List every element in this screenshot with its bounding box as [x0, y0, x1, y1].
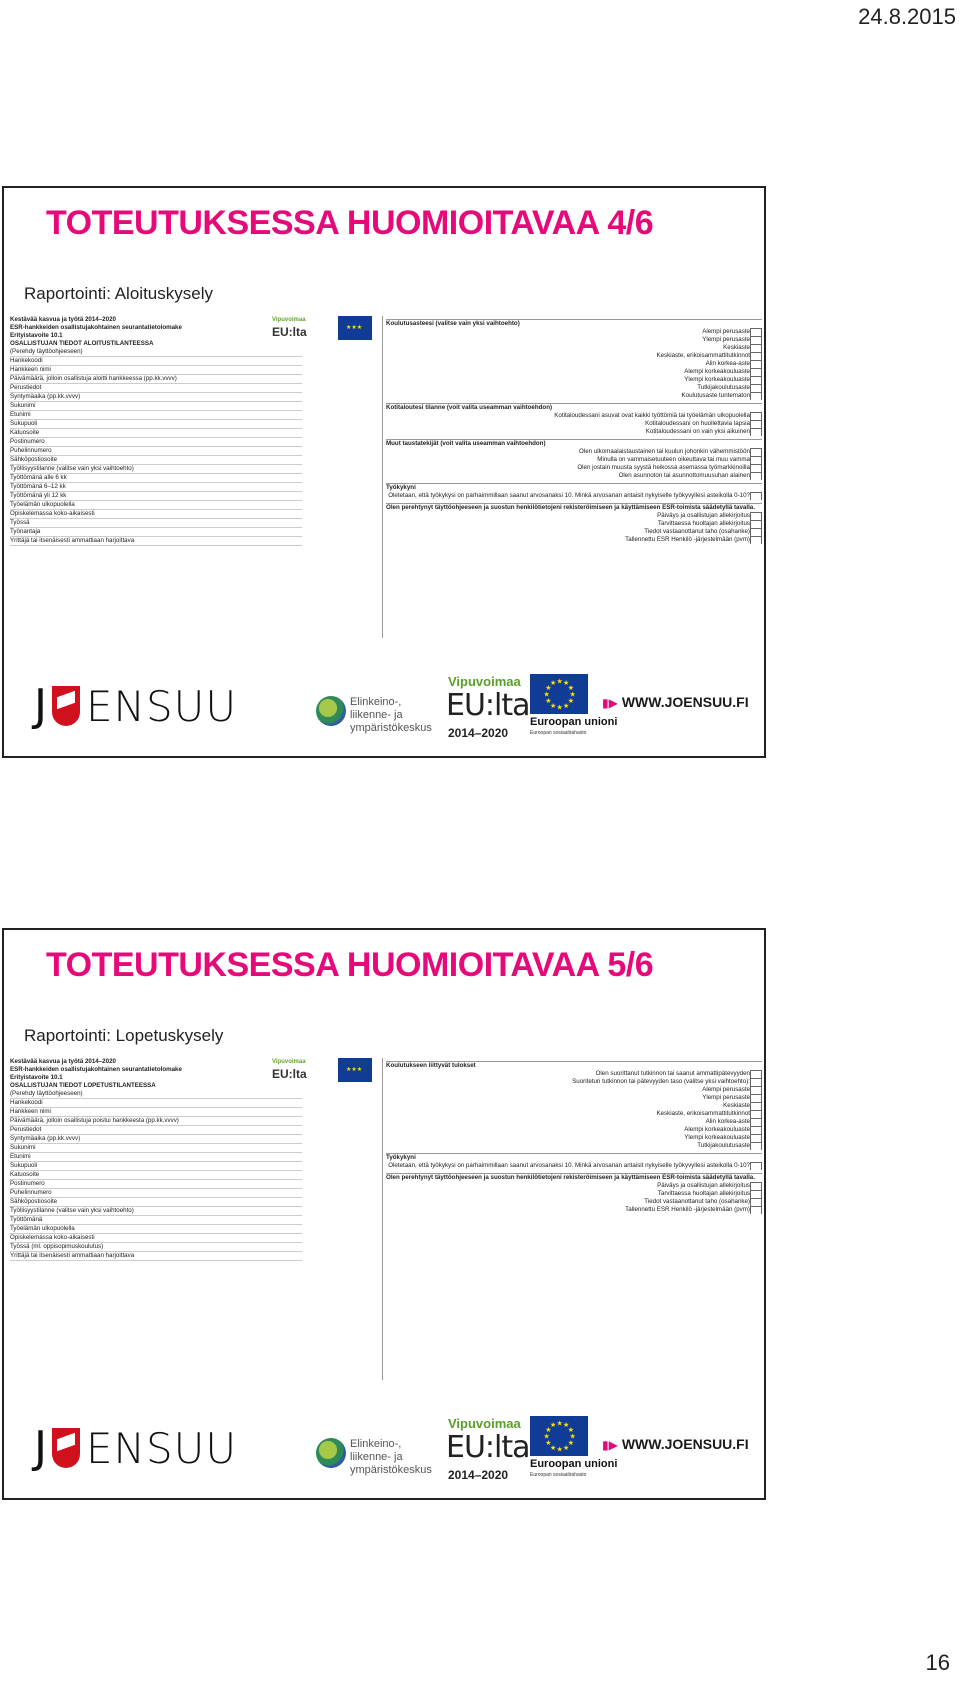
- eu-star-icon: ★: [563, 702, 570, 710]
- eu-flag-icon: [530, 1416, 588, 1456]
- form-left-line: Sukupuoli: [10, 1162, 302, 1171]
- eu-star-icon: ★: [556, 704, 563, 712]
- form-left-line: Etunimi: [10, 411, 302, 420]
- form-logos: [272, 316, 372, 356]
- form-left-line: Syntymäaika (pp.kk.vvvv): [10, 1135, 302, 1144]
- form-checkbox-row: Olen asunnoton tai asunnottomuusuhan alainen: [386, 472, 762, 480]
- form-left-line: Erityistavoite 10.1: [10, 1074, 63, 1081]
- eu-star-icon: ★: [556, 1420, 563, 1428]
- form-section-heading: Olen perehtynyt täyttöohjeeseen ja suostun henkilötietojeni rekisteröimiseen ja käyttämiseen ESR-toimista säädetyllä tavalla.: [386, 1173, 762, 1182]
- form-checkbox-row: Keskiaste: [386, 1102, 762, 1110]
- form-checkbox-row: Tallennettu ESR Henkilö -järjestelmään (pvm): [386, 1206, 762, 1214]
- form-checkbox-row: Suoritetun tutkinnon tai pätevyyden taso (valitse yksi vaihtoehto):: [386, 1078, 762, 1086]
- web-link[interactable]: [602, 694, 749, 710]
- eu-star-icon: ★: [545, 1440, 552, 1447]
- form-section-rows: [386, 412, 762, 436]
- form-left-line: Katuosoite: [10, 1171, 302, 1180]
- slide-title: TOTEUTUKSESSA HUOMIOITAVAA 4/6: [46, 204, 654, 242]
- form-checkbox-row: Tallennettu ESR Henkilö -järjestelmään (pvm): [386, 536, 762, 544]
- form-left-line: Postinumero: [10, 438, 302, 447]
- form-checkbox-row: Keskiaste: [386, 344, 762, 352]
- joensuu-logo: [34, 1422, 238, 1474]
- form-checkbox-row: Alempi perusaste: [386, 328, 762, 336]
- joensuu-j: J: [34, 1422, 47, 1473]
- form-left-line: Puhelinnumero: [10, 447, 302, 456]
- form-section-rows: [386, 1162, 762, 1170]
- form-section-rows: [386, 492, 762, 500]
- form-left-line: Perustiedot: [10, 1126, 302, 1135]
- page-date: 24.8.2015: [858, 4, 956, 29]
- web-link-text: WWW.JOENSUU.FI: [621, 1436, 749, 1452]
- vipuvoimaa-logo: [444, 1416, 530, 1486]
- ely-text: Elinkeino-, liikenne- ja ympäristökeskus: [350, 1438, 432, 1477]
- eu-name: Euroopan unioni: [530, 1458, 618, 1470]
- eulta-label: EU:lta: [446, 1430, 530, 1465]
- form-left-line: Puhelinnumero: [10, 1189, 302, 1198]
- form-left-line: Opiskelemassa koko-aikaisesti: [10, 1234, 302, 1243]
- page-number: 16: [925, 1650, 950, 1675]
- eu-star-icon: ★: [550, 1422, 557, 1430]
- ely-logo: [316, 1436, 432, 1476]
- eu-star-icon: ★: [567, 1440, 575, 1447]
- form-checkbox-row: Ylempi perusaste: [386, 1094, 762, 1102]
- form-checkbox-row: Tiedot vastaanottanut taho (osahanke): [386, 528, 762, 536]
- form-scan: [10, 316, 758, 646]
- form-vip-label: Vipuvoimaa: [272, 317, 306, 323]
- vipuvoimaa-logo: [444, 674, 530, 744]
- form-left-line: Perustiedot: [10, 384, 302, 393]
- form-checkbox-row: Ylempi korkeakouluaste: [386, 376, 762, 384]
- form-section-heading: Työkykyni: [386, 483, 762, 492]
- form-left-line: Työllisyystilanne (valitse vain yksi vaihtoehto): [10, 1207, 302, 1216]
- slide-footer: [4, 666, 764, 750]
- form-checkbox-row: Minulla on vammaisetuuteen oikeuttava tai muu vamma: [386, 456, 762, 464]
- form-checkbox-row: Tutkijakoulutusaste: [386, 384, 762, 392]
- form-left-line: (Perehdy täyttöohjeeseen): [10, 348, 302, 357]
- form-left-line: Hankekoodi: [10, 1099, 302, 1108]
- ely-swirl-icon: [316, 1438, 346, 1468]
- form-left-line: Sukunimi: [10, 1144, 302, 1153]
- eu-star-icon: ★: [550, 1444, 557, 1452]
- form-checkbox-row: Keskiaste, erikoisammattitutkinnot: [386, 352, 762, 360]
- web-link[interactable]: [602, 1436, 749, 1452]
- form-left-line: Päivämäärä, jolloin osallistuja aloitti hankkeessa (pp.kk.vvvv): [10, 375, 302, 384]
- form-section-heading: Olen perehtynyt täyttöohjeeseen ja suostun henkilötietojeni rekisteröimiseen ja käyttämiseen ESR-toimista säädetyllä tavalla.: [386, 503, 762, 512]
- form-checkbox-row: Koulutusaste tuntematon: [386, 392, 762, 400]
- form-section-rows: [386, 328, 762, 400]
- vipuvoimaa-label: Vipuvoimaa: [448, 1416, 521, 1431]
- eu-star-icon: ★: [550, 702, 557, 710]
- eu-sub: Euroopan sosiaalirahasto: [530, 1472, 587, 1478]
- form-left-line: Päivämäärä, jolloin osallistuja poistui hankkeesta (pp.kk.vvvv): [10, 1117, 302, 1126]
- form-left-line: ESR-hankkeiden osallistujakohtainen seurantatietolomake: [10, 324, 182, 331]
- years-label: 2014–2020: [448, 726, 509, 740]
- form-left-line: Katuosoite: [10, 429, 302, 438]
- form-left-column: [10, 316, 302, 546]
- form-section-heading: Työkykyni: [386, 1153, 762, 1162]
- crest-icon: [52, 1428, 80, 1468]
- eu-flag-icon: [530, 674, 588, 714]
- eulta-label: EU:lta: [446, 688, 530, 723]
- form-section-heading: Koulutukseen liittyvät tulokset: [386, 1061, 762, 1070]
- eu-star-icon: ★: [569, 691, 576, 699]
- form-left-line: Työelämän ulkopuolella: [10, 501, 302, 510]
- form-left-line: Hankekoodi: [10, 357, 302, 366]
- eu-star-icon: ★: [556, 1446, 563, 1454]
- eu-star-icon: ★: [563, 1422, 570, 1430]
- form-eulta-label: EU:lta: [272, 325, 307, 339]
- form-left-line: Työttömänä: [10, 1216, 302, 1225]
- eu-logo: [530, 674, 618, 744]
- form-checkbox-row: Tarvittaessa huoltajan allekirjoitus: [386, 1190, 762, 1198]
- ely-logo: [316, 694, 432, 734]
- form-checkbox-row: Tiedot vastaanottanut taho (osahanke): [386, 1198, 762, 1206]
- form-checkbox-row: Kotitaloudessani asuvat ovat kaikki työttömiä tai työelämän ulkopuolella: [386, 412, 762, 420]
- eu-flag-icon: [338, 1058, 372, 1082]
- eu-flag-icon: [338, 316, 372, 340]
- eu-star-icon: ★: [556, 678, 563, 686]
- joensuu-wordmark: ENSUU: [86, 1424, 238, 1473]
- eu-star-icon: ★: [545, 1427, 552, 1434]
- slide-footer: [4, 1408, 764, 1492]
- slide-title: TOTEUTUKSESSA HUOMIOITAVAA 5/6: [46, 946, 654, 984]
- slide-subtitle: Raportointi: Lopetuskysely: [24, 1026, 224, 1045]
- form-left-line: Työllisyystilanne (valitse vain yksi vaihtoehto): [10, 465, 302, 474]
- eu-star-icon: ★: [543, 1433, 550, 1441]
- form-checkbox-row: Olen suorittanut tutkinnon tai saanut ammattipätevyyden: [386, 1070, 762, 1078]
- form-left-line: OSALLISTUJAN TIEDOT ALOITUSTILANTEESSA: [10, 340, 154, 347]
- eu-sub: Euroopan sosiaalirahasto: [530, 730, 587, 736]
- eu-name: Euroopan unioni: [530, 716, 618, 728]
- form-section-heading: Muut taustatekijät (voit valita useamman vaihtoehdon): [386, 439, 762, 448]
- form-checkbox-row: Päiväys ja osallistujan allekirjoitus: [386, 1182, 762, 1190]
- form-left-line: ESR-hankkeiden osallistujakohtainen seurantatietolomake: [10, 1066, 182, 1073]
- form-left-line: Erityistavoite 10.1: [10, 332, 63, 339]
- eu-star-icon: ★: [567, 685, 575, 692]
- form-left-line: OSALLISTUJAN TIEDOT LOPETUSTILANTEESSA: [10, 1082, 156, 1089]
- form-left-line: Etunimi: [10, 1153, 302, 1162]
- form-left-line: Työnantaja: [10, 528, 302, 537]
- eu-star-icon: ★: [567, 698, 575, 705]
- form-left-line: Sukupuoli: [10, 420, 302, 429]
- form-left-line: Kestävää kasvua ja työtä 2014–2020: [10, 316, 116, 323]
- form-checkbox-row: Alin korkea-aste: [386, 360, 762, 368]
- form-left-line: Työssä: [10, 519, 302, 528]
- slide-aloituskysely: [2, 186, 766, 758]
- slide-lopetuskysely: [2, 928, 766, 1500]
- form-left-line: Opiskelemassa koko-aikaisesti: [10, 510, 302, 519]
- form-left-line: Työttömänä 6–12 kk: [10, 483, 302, 492]
- form-left-line: Postinumero: [10, 1180, 302, 1189]
- form-section-rows: [386, 1182, 762, 1214]
- eu-star-icon: ★: [550, 680, 557, 688]
- form-section-heading: Koulutusasteesi (valitse vain yksi vaihtoehto): [386, 319, 762, 328]
- form-section-rows: [386, 512, 762, 544]
- form-checkbox-row: Tarvittaessa huoltajan allekirjoitus: [386, 520, 762, 528]
- form-scan: [10, 1058, 758, 1388]
- form-left-line: Työssä (ml. oppisopimuskoulutus): [10, 1243, 302, 1252]
- form-left-line: Sähköpostiosoite: [10, 456, 302, 465]
- form-left-line: Yrittäjä tai itsenäisesti ammattiaan harjoittava: [10, 537, 302, 546]
- form-checkbox-row: Olen ulkomaalaistaustainen tai kuulun johonkin vähemmistöön: [386, 448, 762, 456]
- form-left-line: Sukunimi: [10, 402, 302, 411]
- form-checkbox-row: Ylempi perusaste: [386, 336, 762, 344]
- arrow-icon: ▮▶: [602, 696, 618, 710]
- form-section-heading: Kotitaloutesi tilanne (voit valita useamman vaihtoehdon): [386, 403, 762, 412]
- eu-star-icon: ★: [563, 1444, 570, 1452]
- joensuu-j: J: [34, 680, 47, 731]
- form-vip-label: Vipuvoimaa: [272, 1059, 306, 1065]
- crest-icon: [52, 686, 80, 726]
- form-right-column: [382, 1058, 762, 1380]
- form-left-line: Kestävää kasvua ja työtä 2014–2020: [10, 1058, 116, 1065]
- eu-star-icon: ★: [545, 685, 552, 692]
- form-checkbox-row: Kotitaloudessani on vain yksi aikuinen: [386, 428, 762, 436]
- form-left-line: Työttömänä yli 12 kk: [10, 492, 302, 501]
- eu-logo: [530, 1416, 618, 1486]
- form-left-line: Hankkeen nimi: [10, 1108, 302, 1117]
- form-checkbox-row: Alempi korkeakouluaste: [386, 1126, 762, 1134]
- form-checkbox-row: Oletetaan, että työkykysi on parhaimmillaan saanut arvosanaksi 10. Minkä arvosanan antaisit nykyiselle työkyvyllesi asteikolla 0-10?: [386, 492, 762, 500]
- eu-star-icon: ★: [569, 1433, 576, 1441]
- form-right-column: [382, 316, 762, 638]
- form-left-line: Työttömänä alle 6 kk: [10, 474, 302, 483]
- eu-star-icon: ★: [545, 698, 552, 705]
- eu-star-icon: ★: [543, 691, 550, 699]
- form-checkbox-row: Olen jostain muusta syystä heikossa asemassa työmarkkinoilla: [386, 464, 762, 472]
- form-left-line: Syntymäaika (pp.kk.vvvv): [10, 393, 302, 402]
- form-checkbox-row: Keskiaste, erikoisammattitutkinnot: [386, 1110, 762, 1118]
- form-checkbox-row: Ylempi korkeakouluaste: [386, 1134, 762, 1142]
- ely-text: Elinkeino-, liikenne- ja ympäristökeskus: [350, 696, 432, 735]
- years-label: 2014–2020: [448, 1468, 509, 1482]
- form-left-line: Työelämän ulkopuolella: [10, 1225, 302, 1234]
- eu-star-icon: ★: [563, 680, 570, 688]
- form-left-line: (Perehdy täyttöohjeeseen): [10, 1090, 302, 1099]
- form-checkbox-row: Alin korkea-aste: [386, 1118, 762, 1126]
- form-left-column: [10, 1058, 302, 1261]
- form-checkbox-row: Alempi perusaste: [386, 1086, 762, 1094]
- form-checkbox-row: Alempi korkeakouluaste: [386, 368, 762, 376]
- slide-subtitle: Raportointi: Aloituskysely: [24, 284, 213, 303]
- ely-swirl-icon: [316, 696, 346, 726]
- form-left-line: Sähköpostiosoite: [10, 1198, 302, 1207]
- form-logos: [272, 1058, 372, 1098]
- form-section-rows: [386, 1070, 762, 1150]
- eu-star-icon: ★: [567, 1427, 575, 1434]
- form-checkbox-row: Kotitaloudessani on huollettavia lapsia: [386, 420, 762, 428]
- joensuu-wordmark: ENSUU: [86, 682, 238, 731]
- arrow-icon: ▮▶: [602, 1438, 618, 1452]
- form-eulta-label: EU:lta: [272, 1067, 307, 1081]
- form-left-line: Hankkeen nimi: [10, 366, 302, 375]
- web-link-text: WWW.JOENSUU.FI: [621, 694, 749, 710]
- joensuu-logo: [34, 680, 238, 732]
- form-checkbox-row: Oletetaan, että työkykysi on parhaimmillaan saanut arvosanaksi 10. Minkä arvosanan antaisit nykyiselle työkyvyllesi asteikolla 0-10?: [386, 1162, 762, 1170]
- form-checkbox-row: Päiväys ja osallistujan allekirjoitus: [386, 512, 762, 520]
- form-checkbox-row: Tutkijakoulutusaste: [386, 1142, 762, 1150]
- vipuvoimaa-label: Vipuvoimaa: [448, 674, 521, 689]
- form-left-line: Yrittäjä tai itsenäisesti ammattiaan harjoittava: [10, 1252, 302, 1261]
- form-section-rows: [386, 448, 762, 480]
